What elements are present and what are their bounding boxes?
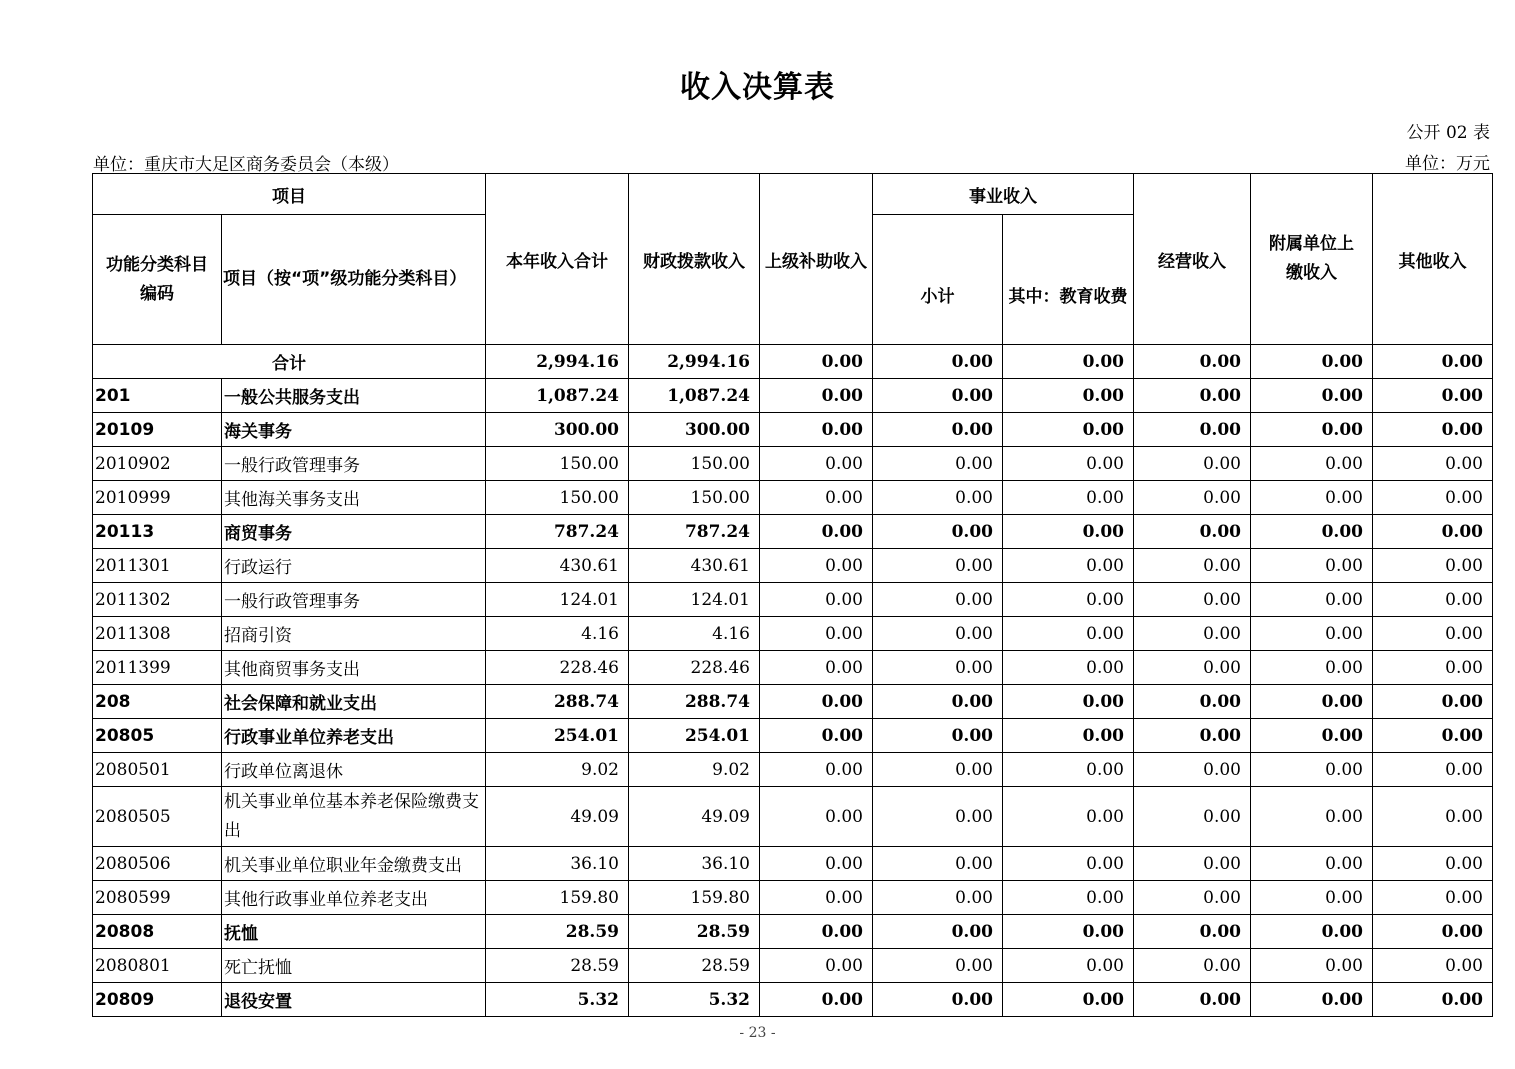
row-value: 0.00 <box>873 753 1003 787</box>
row-value: 0.00 <box>1003 515 1134 549</box>
row-value: 49.09 <box>629 787 760 847</box>
row-value: 0.00 <box>873 719 1003 753</box>
row-value: 0.00 <box>1251 983 1373 1017</box>
row-value: 0.00 <box>1003 583 1134 617</box>
row-value: 0.00 <box>1251 915 1373 949</box>
row-value: 0.00 <box>1003 719 1134 753</box>
row-value: 0.00 <box>873 379 1003 413</box>
row-value: 124.01 <box>486 583 629 617</box>
row-value: 0.00 <box>1373 583 1493 617</box>
row-value: 0.00 <box>1003 787 1134 847</box>
row-value: 0.00 <box>873 413 1003 447</box>
row-value: 0.00 <box>1134 719 1251 753</box>
row-value: 228.46 <box>486 651 629 685</box>
row-value: 0.00 <box>760 787 873 847</box>
row-value: 0.00 <box>1373 847 1493 881</box>
row-value: 0.00 <box>1373 651 1493 685</box>
row-value: 0.00 <box>1003 949 1134 983</box>
total-cell: 0.00 <box>1134 345 1251 379</box>
row-code: 208 <box>93 685 222 719</box>
row-name: 其他海关事务支出 <box>222 481 486 515</box>
table-row <box>93 447 1493 481</box>
row-value: 0.00 <box>873 787 1003 847</box>
row-value: 0.00 <box>1251 949 1373 983</box>
header-name: 项目（按“项”级功能分类科目） <box>222 215 486 345</box>
table-row <box>93 651 1493 685</box>
page-title: 收入决算表 <box>680 70 835 105</box>
row-name: 死亡抚恤 <box>222 949 486 983</box>
row-value: 0.00 <box>1251 787 1373 847</box>
row-value: 150.00 <box>629 481 760 515</box>
row-value: 0.00 <box>1003 847 1134 881</box>
row-value: 0.00 <box>1251 881 1373 915</box>
table-row <box>93 949 1493 983</box>
row-value: 0.00 <box>1373 617 1493 651</box>
row-value: 0.00 <box>760 983 873 1017</box>
row-value: 0.00 <box>1134 787 1251 847</box>
row-value: 0.00 <box>1134 881 1251 915</box>
row-name: 海关事务 <box>222 413 486 447</box>
total-label: 合计 <box>93 345 486 379</box>
row-value: 0.00 <box>873 549 1003 583</box>
row-value: 124.01 <box>629 583 760 617</box>
row-code: 2080599 <box>93 881 222 915</box>
row-code: 20113 <box>93 515 222 549</box>
row-value: 0.00 <box>1003 617 1134 651</box>
total-cell: 0.00 <box>760 345 873 379</box>
row-value: 228.46 <box>629 651 760 685</box>
row-value: 0.00 <box>760 583 873 617</box>
row-value: 28.59 <box>486 949 629 983</box>
table-row <box>93 617 1493 651</box>
table-row <box>93 515 1493 549</box>
currency-unit: 单位：万元 <box>1405 154 1490 174</box>
row-value: 0.00 <box>1134 915 1251 949</box>
row-value: 0.00 <box>1134 583 1251 617</box>
row-value: 430.61 <box>486 549 629 583</box>
row-value: 0.00 <box>1134 447 1251 481</box>
total-cell: 2,994.16 <box>486 345 629 379</box>
table-row <box>93 549 1493 583</box>
row-value: 0.00 <box>760 651 873 685</box>
row-code: 20805 <box>93 719 222 753</box>
table-row <box>93 847 1493 881</box>
row-value: 0.00 <box>760 617 873 651</box>
row-code: 2011308 <box>93 617 222 651</box>
row-code: 2010902 <box>93 447 222 481</box>
row-value: 0.00 <box>1003 549 1134 583</box>
row-value: 0.00 <box>1134 685 1251 719</box>
row-value: 0.00 <box>1003 753 1134 787</box>
row-value: 0.00 <box>873 685 1003 719</box>
row-value: 0.00 <box>1134 983 1251 1017</box>
row-value: 0.00 <box>760 949 873 983</box>
row-value: 0.00 <box>1373 949 1493 983</box>
total-cell: 0.00 <box>1003 345 1134 379</box>
row-value: 0.00 <box>760 753 873 787</box>
row-value: 0.00 <box>760 549 873 583</box>
row-value: 0.00 <box>1003 447 1134 481</box>
row-value: 0.00 <box>1003 881 1134 915</box>
row-value: 0.00 <box>760 447 873 481</box>
row-value: 0.00 <box>1003 651 1134 685</box>
row-name: 其他行政事业单位养老支出 <box>222 881 486 915</box>
page-number: - 23 - <box>739 1025 776 1041</box>
header-career-group: 事业收入 <box>873 174 1134 215</box>
header-operating: 经营收入 <box>1134 174 1251 345</box>
total-cell: 0.00 <box>873 345 1003 379</box>
row-value: 0.00 <box>1373 481 1493 515</box>
row-value: 0.00 <box>1134 949 1251 983</box>
row-value: 159.80 <box>629 881 760 915</box>
row-value: 0.00 <box>1134 753 1251 787</box>
row-code: 2011399 <box>93 651 222 685</box>
row-value: 0.00 <box>760 719 873 753</box>
table-row <box>93 983 1493 1017</box>
row-value: 0.00 <box>1134 379 1251 413</box>
row-value: 28.59 <box>486 915 629 949</box>
row-value: 1,087.24 <box>486 379 629 413</box>
header-fiscal: 财政拨款收入 <box>629 174 760 345</box>
row-value: 254.01 <box>629 719 760 753</box>
row-value: 0.00 <box>760 915 873 949</box>
row-value: 0.00 <box>760 881 873 915</box>
row-value: 150.00 <box>629 447 760 481</box>
header-education: 其中：教育收费 <box>1003 215 1134 345</box>
row-value: 0.00 <box>760 847 873 881</box>
row-value: 150.00 <box>486 481 629 515</box>
row-value: 430.61 <box>629 549 760 583</box>
row-value: 787.24 <box>629 515 760 549</box>
header-subtotal: 小计 <box>873 215 1003 345</box>
row-name: 商贸事务 <box>222 515 486 549</box>
row-name: 社会保障和就业支出 <box>222 685 486 719</box>
row-code: 20109 <box>93 413 222 447</box>
row-value: 0.00 <box>1373 787 1493 847</box>
header-item-group: 项目 <box>93 174 486 215</box>
row-value: 4.16 <box>486 617 629 651</box>
row-name: 行政单位离退休 <box>222 753 486 787</box>
row-value: 0.00 <box>1251 847 1373 881</box>
row-name: 退役安置 <box>222 983 486 1017</box>
row-value: 0.00 <box>1251 617 1373 651</box>
header-code: 功能分类科目编码 <box>93 215 222 345</box>
row-value: 0.00 <box>760 413 873 447</box>
row-value: 0.00 <box>873 481 1003 515</box>
row-value: 0.00 <box>1003 915 1134 949</box>
row-value: 300.00 <box>629 413 760 447</box>
row-code: 2080506 <box>93 847 222 881</box>
row-name: 一般行政管理事务 <box>222 583 486 617</box>
row-code: 2011302 <box>93 583 222 617</box>
row-code: 2080501 <box>93 753 222 787</box>
row-code: 20808 <box>93 915 222 949</box>
row-value: 9.02 <box>486 753 629 787</box>
row-value: 0.00 <box>1373 983 1493 1017</box>
row-value: 0.00 <box>1251 685 1373 719</box>
row-value: 0.00 <box>760 515 873 549</box>
row-value: 0.00 <box>1251 481 1373 515</box>
row-value: 28.59 <box>629 949 760 983</box>
row-value: 0.00 <box>1251 413 1373 447</box>
row-value: 0.00 <box>1251 379 1373 413</box>
table-row <box>93 719 1493 753</box>
row-value: 0.00 <box>1251 583 1373 617</box>
row-value: 0.00 <box>1003 685 1134 719</box>
row-value: 0.00 <box>1003 481 1134 515</box>
row-value: 9.02 <box>629 753 760 787</box>
row-code: 2010999 <box>93 481 222 515</box>
row-value: 0.00 <box>1134 515 1251 549</box>
table-row <box>93 787 1493 847</box>
row-value: 49.09 <box>486 787 629 847</box>
row-value: 0.00 <box>1134 617 1251 651</box>
row-value: 0.00 <box>1373 549 1493 583</box>
row-name: 行政事业单位养老支出 <box>222 719 486 753</box>
table-row <box>93 413 1493 447</box>
row-value: 0.00 <box>1134 549 1251 583</box>
total-cell: 2,994.16 <box>629 345 760 379</box>
row-value: 0.00 <box>873 515 1003 549</box>
row-name: 机关事业单位基本养老保险缴费支出 <box>222 787 486 847</box>
row-value: 0.00 <box>1251 549 1373 583</box>
form-number: 公开 02 表 <box>1406 123 1490 143</box>
row-value: 0.00 <box>1373 515 1493 549</box>
row-value: 0.00 <box>873 651 1003 685</box>
row-value: 0.00 <box>1251 753 1373 787</box>
row-value: 5.32 <box>629 983 760 1017</box>
row-value: 0.00 <box>760 379 873 413</box>
row-value: 0.00 <box>1373 379 1493 413</box>
row-code: 2080801 <box>93 949 222 983</box>
row-value: 5.32 <box>486 983 629 1017</box>
row-value: 0.00 <box>1373 915 1493 949</box>
row-value: 288.74 <box>629 685 760 719</box>
row-value: 0.00 <box>1373 413 1493 447</box>
row-value: 0.00 <box>1373 881 1493 915</box>
row-code: 2011301 <box>93 549 222 583</box>
table-row <box>93 881 1493 915</box>
row-value: 0.00 <box>873 983 1003 1017</box>
row-value: 0.00 <box>1251 651 1373 685</box>
row-value: 0.00 <box>1003 413 1134 447</box>
total-cell: 0.00 <box>1373 345 1493 379</box>
row-value: 0.00 <box>1251 719 1373 753</box>
row-value: 0.00 <box>1373 719 1493 753</box>
header-superior: 上级补助收入 <box>760 174 873 345</box>
row-value: 0.00 <box>1134 651 1251 685</box>
table-row <box>93 753 1493 787</box>
row-value: 0.00 <box>873 881 1003 915</box>
row-value: 36.10 <box>486 847 629 881</box>
row-value: 288.74 <box>486 685 629 719</box>
table-row <box>93 915 1493 949</box>
row-value: 0.00 <box>1003 379 1134 413</box>
row-value: 0.00 <box>873 847 1003 881</box>
row-value: 0.00 <box>873 583 1003 617</box>
row-value: 0.00 <box>1251 447 1373 481</box>
row-code: 201 <box>93 379 222 413</box>
row-value: 159.80 <box>486 881 629 915</box>
row-value: 254.01 <box>486 719 629 753</box>
row-value: 0.00 <box>873 949 1003 983</box>
row-value: 0.00 <box>873 915 1003 949</box>
row-value: 0.00 <box>1373 753 1493 787</box>
row-value: 1,087.24 <box>629 379 760 413</box>
row-name: 抚恤 <box>222 915 486 949</box>
row-name: 一般公共服务支出 <box>222 379 486 413</box>
table-row <box>93 685 1493 719</box>
row-value: 0.00 <box>760 481 873 515</box>
row-value: 0.00 <box>1134 413 1251 447</box>
row-value: 0.00 <box>760 685 873 719</box>
row-value: 150.00 <box>486 447 629 481</box>
income-table <box>92 173 1493 1017</box>
row-value: 28.59 <box>629 915 760 949</box>
header-total: 本年收入合计 <box>486 174 629 345</box>
row-code: 2080505 <box>93 787 222 847</box>
row-name: 机关事业单位职业年金缴费支出 <box>222 847 486 881</box>
row-value: 787.24 <box>486 515 629 549</box>
table-row <box>93 583 1493 617</box>
row-name: 一般行政管理事务 <box>222 447 486 481</box>
row-value: 4.16 <box>629 617 760 651</box>
row-name: 行政运行 <box>222 549 486 583</box>
total-row <box>93 345 1493 379</box>
table-row <box>93 379 1493 413</box>
row-name: 招商引资 <box>222 617 486 651</box>
row-value: 0.00 <box>1251 515 1373 549</box>
row-value: 0.00 <box>1134 847 1251 881</box>
row-value: 300.00 <box>486 413 629 447</box>
row-value: 36.10 <box>629 847 760 881</box>
row-value: 0.00 <box>1003 983 1134 1017</box>
row-value: 0.00 <box>1134 481 1251 515</box>
header-affiliated: 附属单位上缴收入 <box>1251 174 1373 345</box>
reporting-unit: 单位：重庆市大足区商务委员会（本级） <box>93 155 399 175</box>
row-code: 20809 <box>93 983 222 1017</box>
row-value: 0.00 <box>1373 685 1493 719</box>
header-other: 其他收入 <box>1373 174 1493 345</box>
row-value: 0.00 <box>873 447 1003 481</box>
row-value: 0.00 <box>1373 447 1493 481</box>
total-cell: 0.00 <box>1251 345 1373 379</box>
row-value: 0.00 <box>873 617 1003 651</box>
row-name: 其他商贸事务支出 <box>222 651 486 685</box>
table-row <box>93 481 1493 515</box>
